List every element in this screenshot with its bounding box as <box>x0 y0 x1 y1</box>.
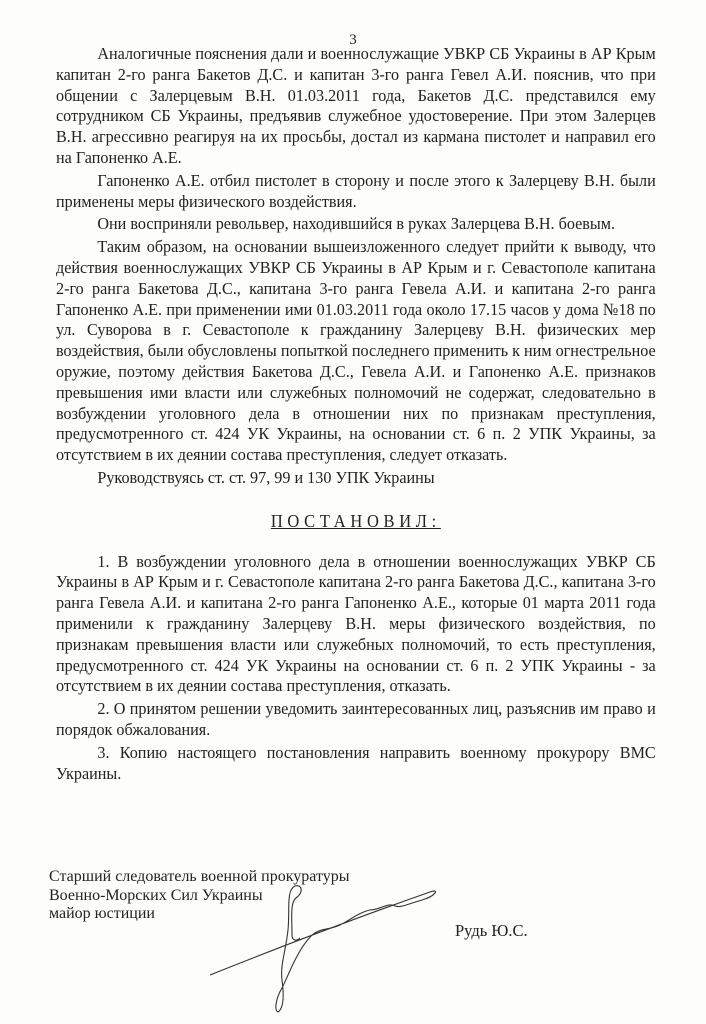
paragraph-revolver: Они восприняли револьвер, находившийся в руках Залерцева В.Н. боевым. <box>97 214 616 234</box>
resolution-item-2: 2. О принятом решении уведомить заинтересованных лиц, разъяснив им право и порядок обжалования. <box>56 699 656 739</box>
resolution-heading: ПОСТАНОВИЛ: <box>270 510 441 531</box>
paragraph-conclusion: Таким образом, на основании вышеизложенного следует прийти к выводу, что действия военнослужащих УВКР СБ Украины в АР Крым и г. Севастополе капитана 2-го ранга Бакетова Д.С., капитана 3-го ранга Гевела А.И. и капитана 2-го ранга Гапоненко А.Е. при применении ими 01.03.2011 года около 17.15 часов у дома №18 по ул. Суворова в г. Севастополе к гражданину Залерцеву В.Н. физических мер воздействия, были обусловлены попыткой последнего применить к ним огнестрельное оружие, поэтому действия Бакетова Д.С., Гевела А.И. и Гапоненко А.Е. признаков превышения ими власти или служебных полномочий не содержат, следовательно в возбуждении уголовного дела в отношении них по признакам преступления, предусмотренного ст. 424 УК Украины, на основании ст. 6 п. 2 УПК Украины, за отсутствием в их деянии состава преступления, следует отказать. <box>56 237 656 465</box>
document-body <box>56 44 656 784</box>
paragraph-explanations: Аналогичные пояснения дали и военнослужащие УВКР СБ Украины в АР Крым капитан 2-го ранга Бакетов Д.С. и капитан 3-го ранга Гевел А.И. пояснив, что при общении с Залерцевым В.Н. 01.03.2011 года, Бакетов Д.С. представился ему сотрудником СБ Украины, предъявив служебное удостоверение. При этом Залерцев В.Н. агрессивно реагируя на их просьбы, достал из кармана пистолет и направил его на Гапоненко А.Е. <box>56 44 656 167</box>
handwritten-signature-icon <box>200 880 460 1020</box>
paragraph-legal-basis: Руководствуясь ст. ст. 97, 99 и 130 УПК Украины <box>97 467 435 487</box>
signatory-title-line: Старший следователь военной прокуратуры <box>49 868 350 885</box>
resolution-item-1: 1. В возбуждении уголовного дела в отношении военнослужащих УВКР СБ Украины в АР Крым и г. Севастополе капитана 2-го ранга Бакетова Д.С., капитана 3-го ранга Гевела А.И. и капитана 2-го ранга Гапоненко А.Е., которые 01 марта 2011 года применили к гражданину Залерцеву В.Н. меры физического воздействия, по признакам превышения власти или служебных полномочий, то есть преступления, предусмотренного ст. 424 УК Украины на основании ст. 6 п. 2 УПК Украины - за отсутствием в их деянии состава преступления, отказать. <box>56 551 656 696</box>
signatory-title-line: майор юстиции <box>49 905 155 922</box>
signatory-title-line: Военно-Морских Сил Украины <box>49 886 263 904</box>
signer-name: Рудь Ю.С. <box>455 921 528 940</box>
paragraph-pistol: Гапоненко А.Е. отбил пистолет в сторону и после этого к Залерцеву В.Н. были применены меры физического воздействия. <box>56 170 656 211</box>
resolution-item-3: 3. Копию настоящего постановления направить военному прокурору ВМС Украины. <box>56 742 656 783</box>
page-number: 3 <box>349 32 357 48</box>
